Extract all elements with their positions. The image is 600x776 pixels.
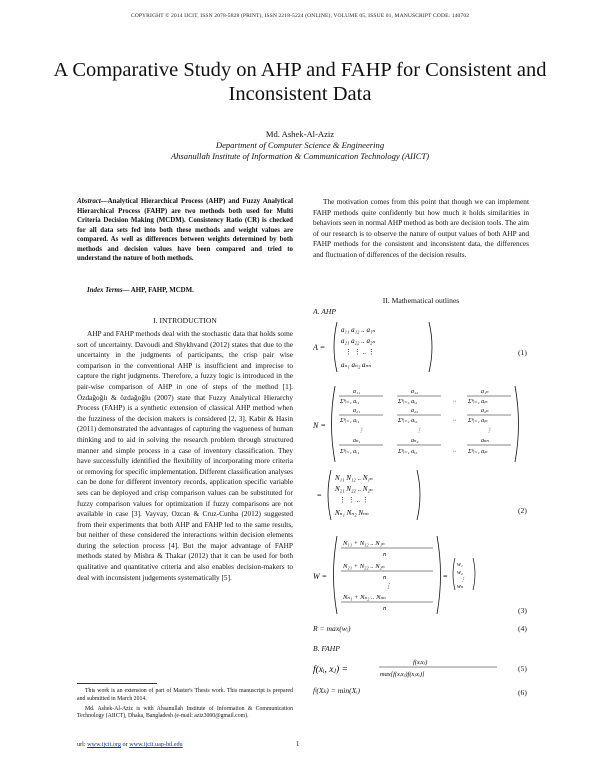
svg-text:a₁₁: a₁₁ [353, 389, 361, 395]
footer-link-ijcit[interactable]: www.ijcit.org [87, 741, 121, 748]
svg-text:Σⁿᵢ₌₁ aᵢ₂: Σⁿᵢ₌₁ aᵢ₂ [398, 418, 418, 424]
svg-text:a₁ₙ: a₁ₙ [481, 389, 489, 395]
svg-text:N₁₁ N₁₂ .. N₁ₙ: N₁₁ N₁₂ .. N₁ₙ [335, 474, 373, 482]
footer-url-prefix: url: [77, 741, 88, 748]
svg-text:N₁₁ + N₁₂ .. N₁ₙ: N₁₁ + N₁₂ .. N₁ₙ [343, 540, 385, 547]
svg-text:a₂₂: a₂₂ [411, 408, 419, 414]
svg-text:w₂: w₂ [457, 570, 463, 576]
equation-r-max: R = max(wᵢ) [313, 624, 351, 633]
svg-text:a₂₁ a₂₂ .. a₂ₙ: a₂₁ a₂₂ .. a₂ₙ [341, 337, 376, 345]
svg-text:··: ·· [453, 449, 456, 455]
svg-text:⋮: ⋮ [385, 583, 392, 590]
svg-text:A =: A = [313, 343, 326, 352]
footnote-1: This work is an extension of part of Master's Thesis work. This manuscript is prepared and submitted in March 2014. [77, 688, 293, 702]
svg-text:⋮ ⋮ .. ⋮: ⋮ ⋮ .. ⋮ [339, 496, 369, 504]
footer-url-sep: or [121, 741, 130, 748]
svg-text:=: = [443, 572, 448, 581]
svg-text:··: ·· [453, 418, 456, 424]
index-terms-label: Index Terms— [87, 287, 130, 294]
svg-text:⋮ ⋮ .. ⋮: ⋮ ⋮ .. ⋮ [345, 348, 375, 356]
svg-text:wₙ: wₙ [457, 584, 464, 590]
index-terms [87, 286, 293, 297]
running-header: COPYRIGHT © 2014 IJCIT, ISSN 2078-5828 (PRINT), ISSN 2218-5224 (ONLINE), VOLUME 05, ISSUE 01, MANUSCRIPT CODE: 140702 [130, 13, 470, 19]
footnotes [77, 688, 293, 723]
svg-text:aₙ₁ aₙ₂ aₙₙ: aₙ₁ aₙ₂ aₙₙ [341, 361, 372, 369]
equation-number-4: (4) [518, 624, 527, 633]
svg-text:⋮: ⋮ [358, 428, 364, 434]
svg-text:aₙ₁: aₙ₁ [353, 438, 361, 444]
abstract [77, 197, 293, 264]
svg-text:f(xᵢxⱼ): f(xᵢxⱼ) [413, 659, 428, 666]
svg-text:a₂₁: a₂₁ [353, 408, 361, 414]
svg-text:Σⁿᵢ₌₁ aᵢₙ: Σⁿᵢ₌₁ aᵢₙ [468, 399, 488, 405]
svg-text:w₁: w₁ [457, 562, 463, 568]
svg-text:a₁₂: a₁₂ [411, 389, 419, 395]
svg-text:=: = [317, 491, 322, 500]
footnote-2: Md. Ashek-Al-Aziz is with Ahsanullah Institute of Information & Communication Technology (AIICT), Dhaka, Bangladesh (e-mail: aziz3000@gmail.com). [77, 705, 293, 720]
svg-text:n: n [383, 551, 387, 558]
svg-text:aₙ₂: aₙ₂ [411, 438, 419, 444]
subsection-fahp: B. FAHP [313, 644, 340, 653]
svg-text:Nₙ₁ + Nₙ₂ .. Nₙₙ: Nₙ₁ + Nₙ₂ .. Nₙₙ [343, 594, 386, 601]
index-terms-text: AHP, FAHP, MCDM. [129, 287, 194, 294]
svg-text:Σⁿᵢ₌₁ aᵢ₁: Σⁿᵢ₌₁ aᵢ₁ [340, 418, 360, 424]
introduction-text: AHP and FAHP methods deal with the stochastic data that holds some sort of uncertainty. Davoudi and Shykhvand (2012) states that due to the uncertainty in the judgments of participants, the crisp pair wise comparison in the conventional AHP is insufficient and imprecise to capture the right judgments. Therefore, a fuzzy logic is introduced in the pair-wise comparison of AHP in one of steps of the method [1]. Özdağoğlı & özdağoğlu (2007) state that Fuzzy Analytical Hierarchy Process (FAHP) is a synthetic extension of classical AHP method when the fuzziness of the decision makers is considered [2, 3]. Kabir & Hasin (2011) demonstrated the advantages of capturing the vagueness of human thinking and to aid in solving the research problem through structured manner and simple process in a case of inventory classification. They have successfully identified the flexibility of incorporating more criteria or removing for specific implementation. Different classification analyses can be done for different inventory records, application specific variable sets can be deployed and crisp comparison values can be substituted for fuzzy comparison values for optimization if fuzzy comparisons are not available in case [3]. Vayvay, Ozcan & Cruz-Cunha (2012) suggested from their experiments that both AHP and FAHP led to the same results, but neither of these considered the interactions within decision elements during the selection process [4]. But the major advantage of FAHP methods stated by Mishra & Thakar (2012) that it can be used for both qualitative and quantitative criteria and also enables decision-makers to deal with inconsistent judgements systematically [5]. [77, 329, 293, 582]
equation-matrix-n-fractions [313, 384, 523, 464]
svg-text:Σⁿᵢ₌₁ aᵢ₂: Σⁿᵢ₌₁ aᵢ₂ [398, 449, 418, 455]
equation-number-1: (1) [518, 348, 527, 357]
author-institute: Ahsanullah Institute of Information & Communication Technology (AIICT) [170, 151, 430, 161]
paper-title: A Comparative Study on AHP and FAHP for Consistent and Inconsistent Data [53, 59, 547, 105]
footnote-divider [77, 683, 157, 684]
footer-url [77, 741, 183, 748]
svg-text:W =: W = [313, 572, 328, 581]
svg-text:Σⁿᵢ₌₁ aᵢ₁: Σⁿᵢ₌₁ aᵢ₁ [340, 399, 360, 405]
svg-text:f(xᵢ, xⱼ) =: f(xᵢ, xⱼ) = [313, 665, 348, 675]
footer-link-uap[interactable]: www.ijcit.uap-bd.edu [129, 741, 183, 748]
equation-matrix-a [313, 316, 513, 378]
author-department: Department of Computer Science & Engineering [215, 140, 385, 150]
equation-weight-w [313, 532, 523, 618]
svg-text:Σⁿᵢ₌₁ aᵢₙ: Σⁿᵢ₌₁ aᵢₙ [468, 449, 488, 455]
equation-number-3: (3) [518, 606, 527, 615]
svg-text:a₂ₙ: a₂ₙ [481, 408, 489, 414]
section-heading-math: II. Mathematical outlines [382, 296, 460, 305]
equation-fuzzy-f [313, 654, 513, 684]
svg-text:N₂₁ + N₂₂ .. N₂ₙ: N₂₁ + N₂₂ .. N₂ₙ [343, 563, 385, 570]
equation-number-6: (6) [518, 688, 527, 697]
abstract-text: Analytical Hierarchical Process (AHP) and Fuzzy Analytical Hierarchical Process (FAHP) are two methods both used for Multi Criteria Decision Making (MCDM). Consistency Ratio (CR) is checked for all data sets fed into both these methods and weight values are compared. As well as differences between weights determined by both methods and decision values have been compared and tried to understand the nature of both methods. [77, 198, 293, 262]
svg-text:⋮: ⋮ [416, 428, 422, 434]
equation-number-5: (5) [518, 664, 527, 673]
equation-f-min: fʲ(Xₖ) = min(Xᵢ) [313, 686, 361, 695]
section-heading-introduction: I. INTRODUCTION [153, 316, 217, 325]
equation-matrix-n [313, 466, 513, 524]
svg-text:n: n [383, 605, 387, 612]
svg-text:max[f(xᵢxⱼ)f(xⱼxᵢ)]: max[f(xᵢxⱼ)f(xⱼxᵢ)] [380, 671, 425, 678]
svg-text:Σⁿᵢ₌₁ aᵢ₁: Σⁿᵢ₌₁ aᵢ₁ [340, 449, 360, 455]
subsection-ahp: A. AHP [313, 307, 337, 316]
page-number: 1 [296, 741, 300, 748]
svg-text:⋮: ⋮ [486, 428, 492, 434]
svg-text:··: ·· [453, 399, 456, 405]
author-name: Md. Ashek-Al-Aziz [265, 129, 335, 139]
equation-number-2: (2) [518, 506, 527, 515]
svg-text:Σⁿᵢ₌₁ aᵢₙ: Σⁿᵢ₌₁ aᵢₙ [468, 418, 488, 424]
svg-text:N =: N = [313, 421, 326, 430]
svg-text:Σⁿᵢ₌₁ aᵢ₂: Σⁿᵢ₌₁ aᵢ₂ [398, 399, 418, 405]
svg-text:n: n [383, 574, 387, 581]
svg-text:⋮: ⋮ [460, 577, 466, 583]
abstract-label: Abstract— [77, 198, 108, 205]
svg-text:Nₙ₁ Nₙ₂ Nₙₙ: Nₙ₁ Nₙ₂ Nₙₙ [335, 509, 369, 517]
motivation-text: The motivation comes from this point that though we can implement FAHP methods quite confidently but how much it holds similarities in behaviors seen in normal AHP method as both are decision tools. The aim of our research is to observe the nature of output values of both AHP and FAHP methods for the consistent and inconsistent data, the differences and fluctuation of differences of the decision results. [313, 197, 529, 259]
svg-text:a₁₁ a₁₂ .. a₁ₙ: a₁₁ a₁₂ .. a₁ₙ [341, 326, 376, 334]
svg-text:N₂₁ N₂₂ .. N₂ₙ: N₂₁ N₂₂ .. N₂ₙ [335, 485, 373, 493]
svg-text:aₙₙ: aₙₙ [481, 438, 489, 444]
